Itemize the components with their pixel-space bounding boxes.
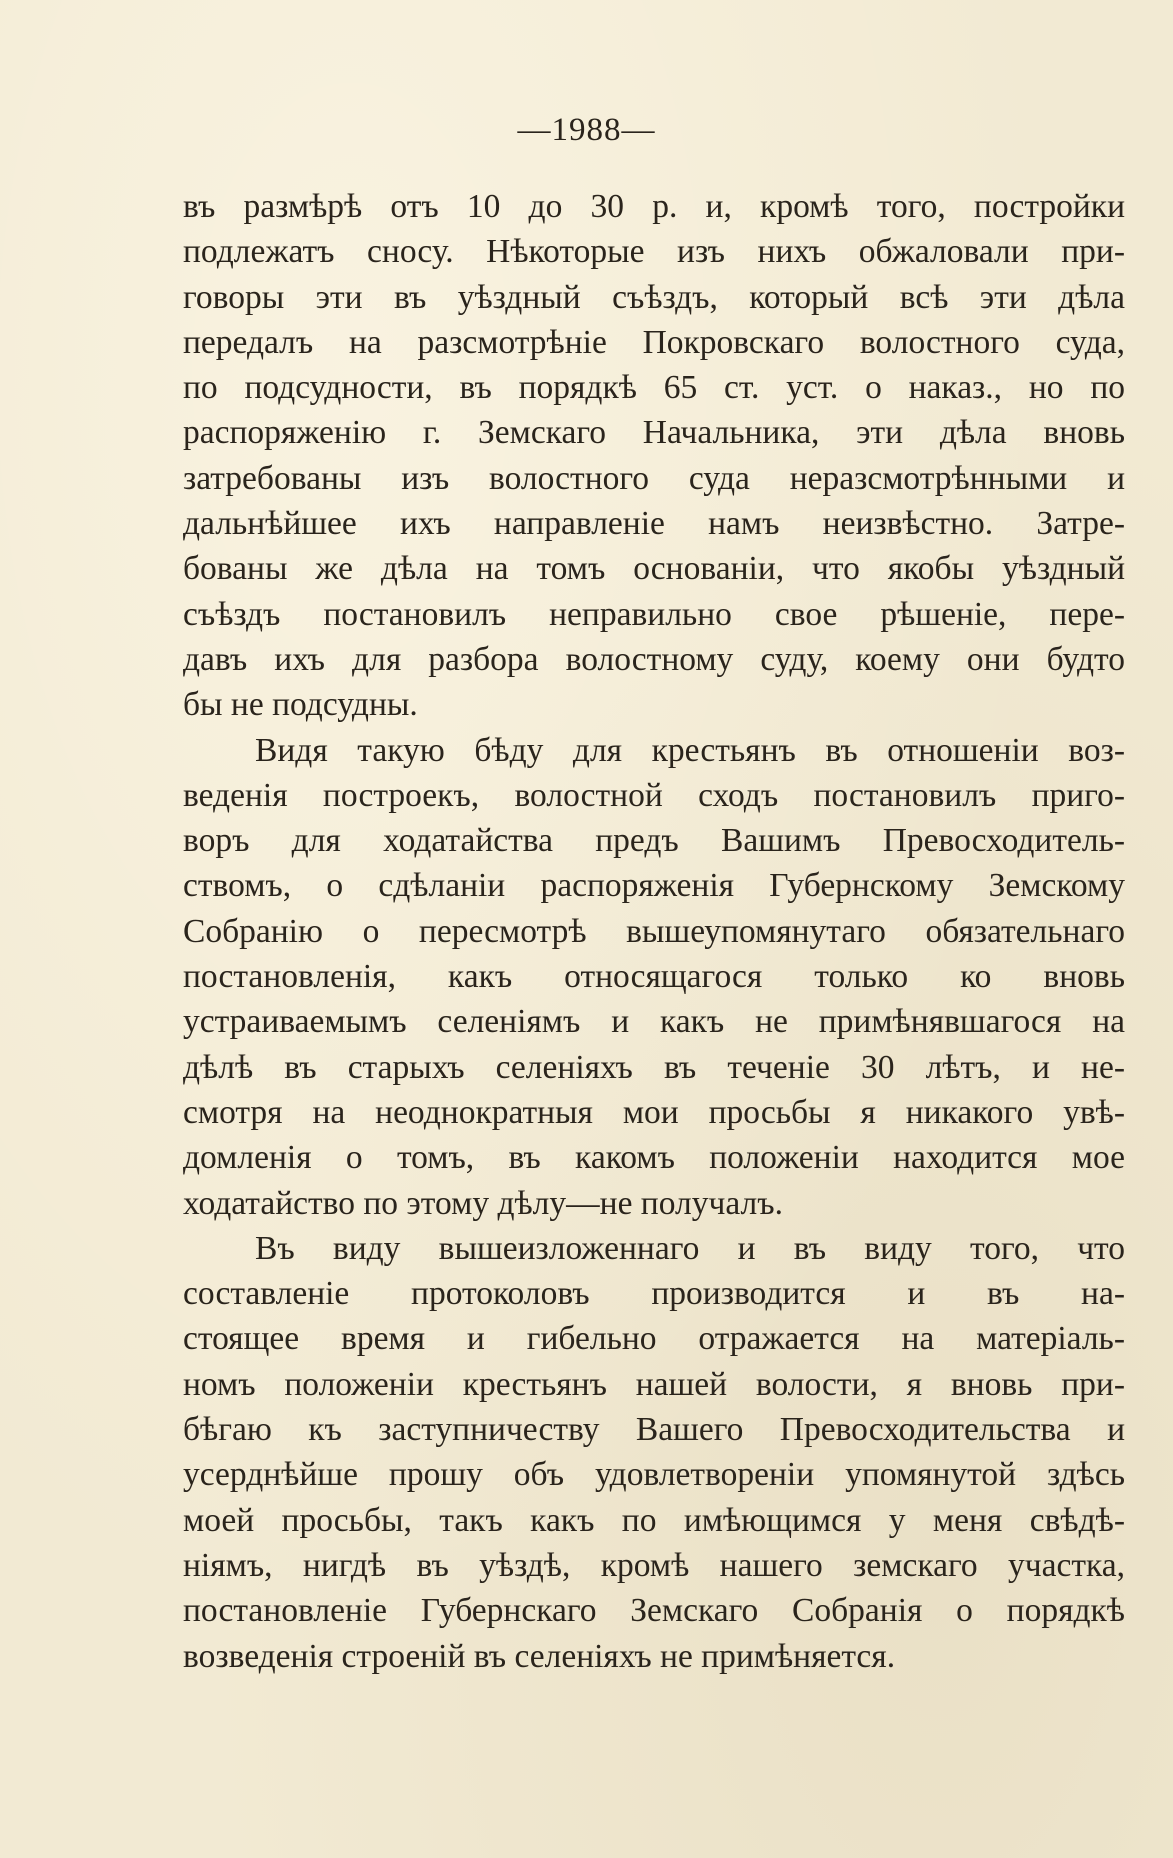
text-line: номъ положеніи крестьянъ нашей волости, я вновь при- [183,1365,1125,1403]
text-line: возведенія строеній въ селеніяхъ не примѣняется. [183,1637,896,1675]
text-line: давъ ихъ для разбора волостному суду, коему они будто [183,640,1125,678]
text-line: ствомъ, о сдѣланіи распоряженія Губернскому Земскому [183,867,1125,905]
text-line: усерднѣйше прошу объ удовлетвореніи упомянутой здѣсь [183,1456,1125,1494]
text-line: дѣлѣ въ старыхъ селеніяхъ въ теченіе 30 лѣтъ, и не- [183,1048,1125,1086]
text-line: постановленіе Губернскаго Земскаго Собранія о порядкѣ [183,1592,1125,1630]
text-line: бѣгаю къ заступничеству Вашего Превосходительства и [183,1411,1125,1449]
text-line: веденія построекъ, волостной сходъ постановилъ приго- [183,776,1125,814]
text-line: дальнѣйшее ихъ направленіе намъ неизвѣстно. Затре- [183,505,1125,543]
text-line: воръ для ходатайства предъ Вашимъ Превосходитель- [183,822,1125,860]
text-line: бованы же дѣла на томъ основаніи, что якобы уѣздный [183,550,1125,588]
text-line: стоящее время и гибельно отражается на матеріаль- [183,1320,1125,1358]
text-line: составленіе протоколовъ производится и въ на- [183,1275,1125,1313]
paragraph-3 [183,1226,1125,1679]
text-line: затребованы изъ волостного суда неразсмотрѣнными и [183,459,1125,497]
body-text [183,184,1125,1679]
text-line: смотря на неоднократныя мои просьбы я никакого увѣ- [183,1093,1125,1131]
text-line: Въ виду вышеизложеннаго и въ виду того, что [255,1229,1125,1267]
text-line: подлежатъ сносу. Нѣкоторые изъ нихъ обжаловали при- [183,233,1125,271]
text-line: съѣздъ постановилъ неправильно свое рѣшеніе, пере- [183,595,1125,633]
text-line: постановленія, какъ относящагося только ко вновь [183,958,1125,996]
text-line: ніямъ, нигдѣ въ уѣздѣ, кромѣ нашего земскаго участка, [183,1546,1125,1584]
paragraph-2 [183,728,1125,1226]
text-line: Собранію о пересмотрѣ вышеупомянутаго обязательнаго [183,912,1125,950]
text-line: устраиваемымъ селеніямъ и какъ не примѣнявшагося на [183,1003,1125,1041]
text-line: по подсудности, въ порядкѣ 65 ст. уст. о наказ., но по [183,369,1125,407]
text-line: ходатайство по этому дѣлу—не получалъ. [183,1184,783,1222]
paragraph-1 [183,184,1125,728]
text-line: Видя такую бѣду для крестьянъ въ отношеніи воз- [255,731,1125,769]
text-line: говоры эти въ уѣздный съѣздъ, который всѣ эти дѣла [183,278,1125,316]
page-number: —1988— [517,112,656,148]
text-line: домленія о томъ, въ какомъ положеніи находится мое [183,1139,1125,1177]
text-line: моей просьбы, такъ какъ по имѣющимся у меня свѣдѣ- [183,1501,1125,1539]
text-line: распоряженію г. Земскаго Начальника, эти дѣла вновь [183,414,1125,452]
text-line: въ размѣрѣ отъ 10 до 30 р. и, кромѣ того, постройки [183,188,1125,225]
text-line: бы не подсудны. [183,686,418,724]
text-line: передалъ на разсмотрѣніе Покровскаго волостного суда, [183,323,1125,361]
